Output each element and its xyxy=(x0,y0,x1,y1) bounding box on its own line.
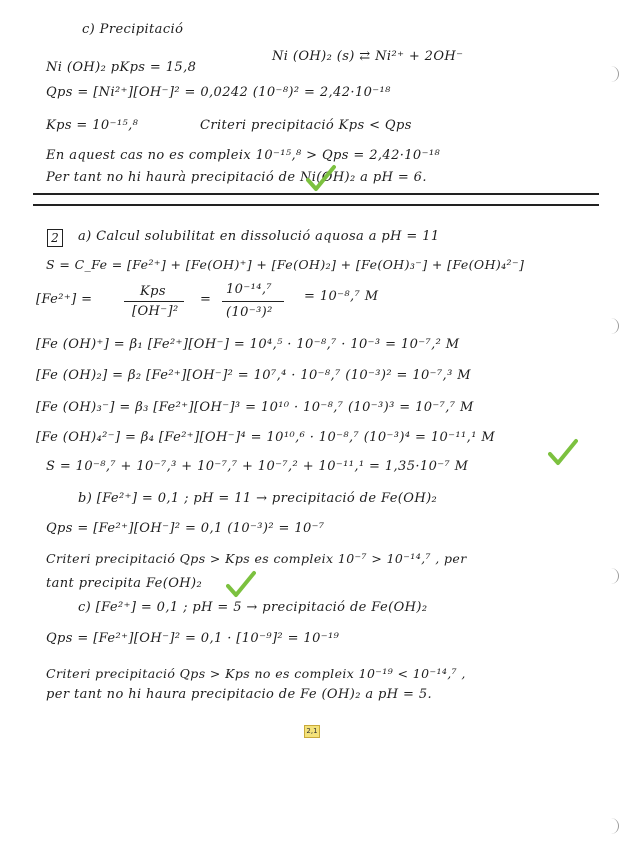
feoh-line: [Fe (OH)⁺] = β₁ [Fe²⁺][OH⁻] = 10⁴,⁵ · 10⁻⁸,⁷ · 10⁻³ = 10⁻⁷,² M xyxy=(36,337,460,352)
solubility-expression: S = C_Fe = [Fe²⁺] + [Fe(OH)⁺] + [Fe(OH)₂] + [Fe(OH)₃⁻] + [Fe(OH)₄²⁻] xyxy=(46,257,525,272)
part-c-criteri: Criteri precipitació Qps > Kps no es compleix 10⁻¹⁹ < 10⁻¹⁴,⁷ , xyxy=(46,666,466,681)
section-divider xyxy=(33,204,599,206)
feoh2-line: [Fe (OH)₂] = β₂ [Fe²⁺][OH⁻]² = 10⁷,⁴ · 10⁻⁸,⁷ (10⁻³)² = 10⁻⁷,³ M xyxy=(36,368,471,383)
ni-qps-line: Qps = [Ni²⁺][OH⁻]² = 0,0242 (10⁻⁸)² = 2,42·10⁻¹⁸ xyxy=(46,85,391,100)
fe2-numerator-2: 10⁻¹⁴,⁷ xyxy=(226,282,272,297)
fe2-denominator-2: (10⁻³)² xyxy=(226,305,273,320)
fe2-equals: = xyxy=(200,292,212,307)
page-badge: 2,1 xyxy=(304,725,320,738)
fe2-lhs: [Fe²⁺] = xyxy=(36,292,93,307)
part-b-criteri: Criteri precipitació Qps > Kps es compleix 10⁻⁷ > 10⁻¹⁴,⁷ , per xyxy=(46,551,467,566)
part-b-conclusion: tant precipita Fe(OH)₂ xyxy=(46,576,203,591)
section-divider xyxy=(33,193,599,195)
section-c-title: c) Precipitació xyxy=(82,22,184,37)
punch-hole-icon xyxy=(606,818,619,834)
ni-conclusion-1: En aquest cas no es compleix 10⁻¹⁵,⁸ > Qps = 2,42·10⁻¹⁸ xyxy=(46,148,441,163)
part-c-qps: Qps = [Fe²⁺][OH⁻]² = 0,1 · [10⁻⁹]² = 10⁻¹⁹ xyxy=(46,631,340,646)
checkmark-icon xyxy=(548,438,578,466)
part-b-title: b) [Fe²⁺] = 0,1 ; pH = 11 → precipitació de Fe(OH)₂ xyxy=(78,491,438,506)
ni-conclusion-2: Per tant no hi haurà precipitació de Ni(OH)₂ a pH = 6. xyxy=(46,170,427,185)
fe2-numerator: Kps xyxy=(140,284,166,299)
ni-equilibrium: Ni (OH)₂ (s) ⇄ Ni²⁺ + 2OH⁻ xyxy=(272,49,464,64)
exercise-number-box: 2 xyxy=(47,229,63,247)
punch-hole-icon xyxy=(606,318,619,334)
part-b-qps: Qps = [Fe²⁺][OH⁻]² = 0,1 (10⁻³)² = 10⁻⁷ xyxy=(46,521,325,536)
checkmark-icon xyxy=(226,570,256,598)
fe2-result: = 10⁻⁸,⁷ M xyxy=(304,289,379,304)
solubility-total: S = 10⁻⁸,⁷ + 10⁻⁷,³ + 10⁻⁷,⁷ + 10⁻⁷,² + 10⁻¹¹,¹ = 1,35·10⁻⁷ M xyxy=(46,459,469,474)
fe2-denominator: [OH⁻]² xyxy=(132,304,179,319)
part-c-title: c) [Fe²⁺] = 0,1 ; pH = 5 → precipitació de Fe(OH)₂ xyxy=(78,600,428,615)
fraction-bar xyxy=(124,301,184,302)
punch-hole-icon xyxy=(606,66,619,82)
ni-criteri-line: Criteri precipitació Kps < Qps xyxy=(200,118,412,133)
ni-kps-line: Kps = 10⁻¹⁵,⁸ xyxy=(46,118,139,133)
part-a-title: a) Calcul solubilitat en dissolució aquosa a pH = 11 xyxy=(78,229,440,244)
fraction-bar xyxy=(222,301,284,302)
feoh4-line: [Fe (OH)₄²⁻] = β₄ [Fe²⁺][OH⁻]⁴ = 10¹⁰,⁶ · 10⁻⁸,⁷ (10⁻³)⁴ = 10⁻¹¹,¹ M xyxy=(36,430,496,445)
punch-hole-icon xyxy=(606,568,619,584)
feoh3-line: [Fe (OH)₃⁻] = β₃ [Fe²⁺][OH⁻]³ = 10¹⁰ · 10⁻⁸,⁷ (10⁻³)³ = 10⁻⁷,⁷ M xyxy=(36,400,474,415)
part-c-conclusion: per tant no hi haura precipitacio de Fe (OH)₂ a pH = 5. xyxy=(46,687,433,702)
checkmark-icon xyxy=(306,164,336,192)
ni-pkps-line: Ni (OH)₂ pKps = 15,8 xyxy=(46,60,197,75)
